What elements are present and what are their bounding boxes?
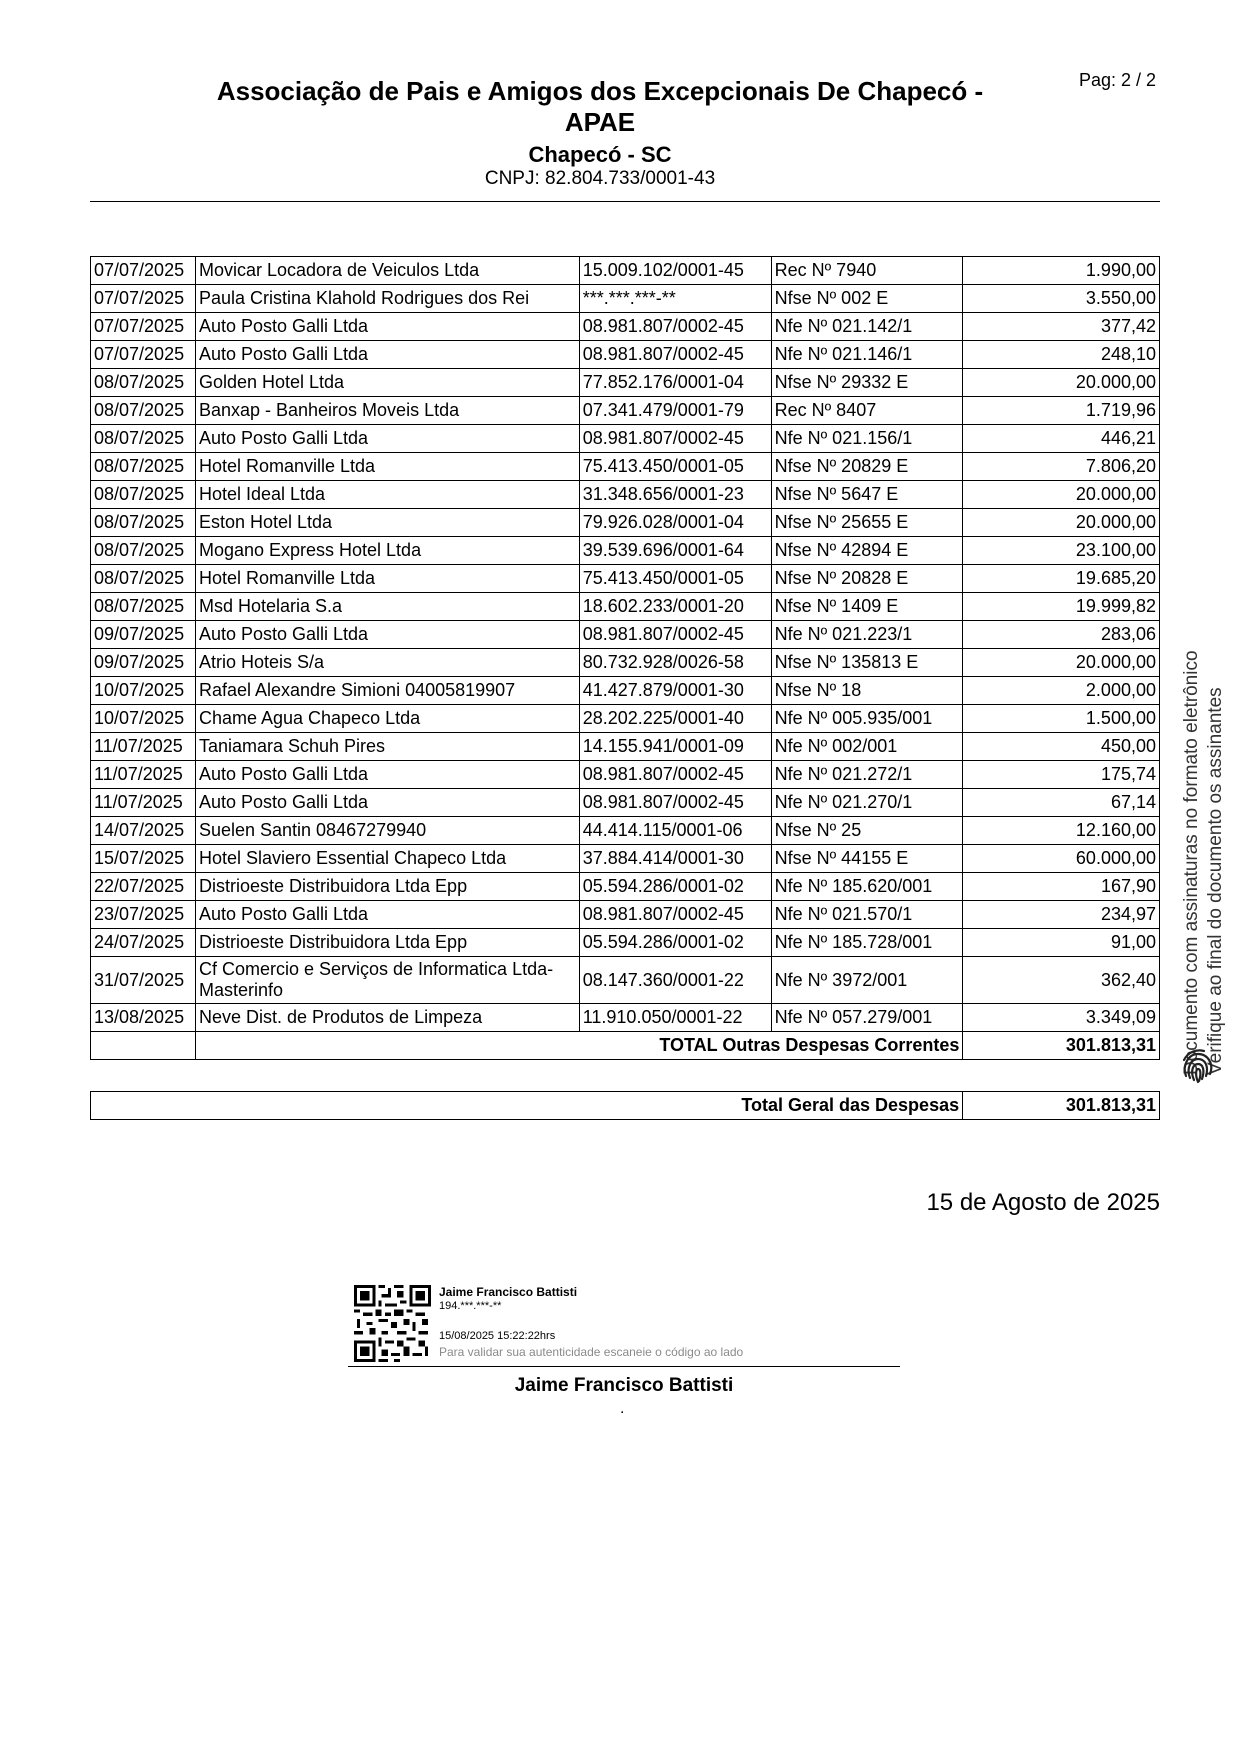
cell-value: 283,06 (963, 621, 1160, 649)
cell-value: 248,10 (963, 341, 1160, 369)
cell-supplier: Atrio Hoteis S/a (195, 649, 579, 677)
signer-name-stamp: Jaime Francisco Battisti (439, 1285, 578, 1299)
cell-supplier: Auto Posto Galli Ltda (195, 761, 579, 789)
cell-document: Nfe Nº 021.570/1 (771, 901, 963, 929)
cell-supplier: Taniamara Schuh Pires (195, 733, 579, 761)
cell-value: 20.000,00 (963, 369, 1160, 397)
cell-supplier: Cf Comercio e Serviços de Informatica Ltda-Masterinfo (195, 957, 579, 1004)
table-row (91, 1004, 1160, 1032)
cell-supplier: Auto Posto Galli Ltda (195, 425, 579, 453)
cell-document: Rec Nº 8407 (771, 397, 963, 425)
cell-document: Nfe Nº 021.223/1 (771, 621, 963, 649)
table-row (91, 565, 1160, 593)
cell-date: 08/07/2025 (91, 369, 196, 397)
cell-document: Nfe Nº 185.728/001 (771, 929, 963, 957)
cell-date: 07/07/2025 (91, 285, 196, 313)
cell-date: 10/07/2025 (91, 705, 196, 733)
cell-date: 14/07/2025 (91, 817, 196, 845)
cell-document: Nfe Nº 021.142/1 (771, 313, 963, 341)
cell-document: Nfe Nº 021.272/1 (771, 761, 963, 789)
cell-supplier: Golden Hotel Ltda (195, 369, 579, 397)
cell-date: 07/07/2025 (91, 341, 196, 369)
cell-cnpj-cpf: 28.202.225/0001-40 (579, 705, 771, 733)
signer-cpf: 194.***.***-** (439, 1300, 502, 1312)
table-row (91, 901, 1160, 929)
cell-value: 3.349,09 (963, 1004, 1160, 1032)
cell-value: 19.685,20 (963, 565, 1160, 593)
total-blank (91, 1032, 196, 1060)
cell-document: Nfse Nº 002 E (771, 285, 963, 313)
table-row (91, 733, 1160, 761)
table-row (91, 845, 1160, 873)
cell-cnpj-cpf: 77.852.176/0001-04 (579, 369, 771, 397)
cell-supplier: Eston Hotel Ltda (195, 509, 579, 537)
cell-supplier: Hotel Slaviero Essential Chapeco Ltda (195, 845, 579, 873)
table-row (91, 761, 1160, 789)
qr-code-icon (354, 1285, 431, 1362)
cell-date: 08/07/2025 (91, 481, 196, 509)
fingerprint-icon (1178, 1046, 1218, 1086)
cell-supplier: Chame Agua Chapeco Ltda (195, 705, 579, 733)
cell-document: Rec Nº 7940 (771, 257, 963, 285)
cell-cnpj-cpf: 08.981.807/0002-45 (579, 313, 771, 341)
cell-document: Nfse Nº 20829 E (771, 453, 963, 481)
organization-name (170, 76, 1030, 138)
grand-total-label: Total Geral das Despesas (91, 1092, 963, 1120)
cell-supplier: Auto Posto Galli Ltda (195, 901, 579, 929)
grand-total-value: 301.813,31 (963, 1092, 1160, 1120)
cell-cnpj-cpf: ***.***.***-** (579, 285, 771, 313)
table-row (91, 817, 1160, 845)
total-row (91, 1032, 1160, 1060)
cell-document: Nfse Nº 5647 E (771, 481, 963, 509)
org-name-line1: Associação de Pais e Amigos dos Excepcionais De Chapecó - (216, 76, 984, 106)
cell-value: 1.719,96 (963, 397, 1160, 425)
cell-cnpj-cpf: 07.341.479/0001-79 (579, 397, 771, 425)
table-row (91, 957, 1160, 1004)
cell-cnpj-cpf: 37.884.414/0001-30 (579, 845, 771, 873)
notice-line2: Verifique ao final do documento os assinantes (1205, 687, 1226, 1075)
city-state: Chapecó - SC (528, 142, 672, 167)
table-row (91, 873, 1160, 901)
cell-supplier: Auto Posto Galli Ltda (195, 341, 579, 369)
cell-document: Nfse Nº 42894 E (771, 537, 963, 565)
cell-value: 20.000,00 (963, 481, 1160, 509)
cell-cnpj-cpf: 08.147.360/0001-22 (579, 957, 771, 1004)
table-row (91, 677, 1160, 705)
table-row (91, 593, 1160, 621)
cell-value: 446,21 (963, 425, 1160, 453)
cell-date: 15/07/2025 (91, 845, 196, 873)
cell-supplier: Paula Cristina Klahold Rodrigues dos Rei (195, 285, 579, 313)
page-number: Pag: 2 / 2 (1079, 70, 1157, 90)
cell-value: 234,97 (963, 901, 1160, 929)
cell-date: 11/07/2025 (91, 789, 196, 817)
cell-date: 24/07/2025 (91, 929, 196, 957)
cell-value: 12.160,00 (963, 817, 1160, 845)
cell-supplier: Distrioeste Distribuidora Ltda Epp (195, 873, 579, 901)
cell-date: 10/07/2025 (91, 677, 196, 705)
cell-document: Nfse Nº 25 (771, 817, 963, 845)
cell-cnpj-cpf: 08.981.807/0002-45 (579, 425, 771, 453)
grand-total-row (91, 1092, 1160, 1120)
signature-timestamp: 15/08/2025 15:22:22hrs (439, 1330, 556, 1342)
cell-supplier: Mogano Express Hotel Ltda (195, 537, 579, 565)
cell-document: Nfse Nº 1409 E (771, 593, 963, 621)
cell-date: 11/07/2025 (91, 733, 196, 761)
cell-document: Nfse Nº 20828 E (771, 565, 963, 593)
grand-total-table (90, 1091, 1160, 1120)
cell-value: 20.000,00 (963, 509, 1160, 537)
cell-supplier: Movicar Locadora de Veiculos Ltda (195, 257, 579, 285)
table-row (91, 397, 1160, 425)
cell-cnpj-cpf: 08.981.807/0002-45 (579, 341, 771, 369)
cell-date: 08/07/2025 (91, 537, 196, 565)
table-row (91, 369, 1160, 397)
cell-date: 09/07/2025 (91, 649, 196, 677)
cell-document: Nfse Nº 135813 E (771, 649, 963, 677)
signer-role-placeholder: . (620, 1400, 625, 1417)
cell-supplier: Neve Dist. de Produtos de Limpeza (195, 1004, 579, 1032)
table-row (91, 341, 1160, 369)
validation-note: Para validar sua autenticidade escaneie o código ao lado (439, 1345, 744, 1359)
cell-document: Nfe Nº 021.156/1 (771, 425, 963, 453)
cell-cnpj-cpf: 08.981.807/0002-45 (579, 621, 771, 649)
cell-date: 31/07/2025 (91, 957, 196, 1004)
document-date: 15 de Agosto de 2025 (926, 1189, 1160, 1216)
table-row (91, 313, 1160, 341)
cell-value: 1.500,00 (963, 705, 1160, 733)
cell-cnpj-cpf: 18.602.233/0001-20 (579, 593, 771, 621)
cell-cnpj-cpf: 05.594.286/0001-02 (579, 929, 771, 957)
cell-supplier: Auto Posto Galli Ltda (195, 313, 579, 341)
cell-supplier: Hotel Romanville Ltda (195, 565, 579, 593)
cell-cnpj-cpf: 41.427.879/0001-30 (579, 677, 771, 705)
cell-document: Nfe Nº 021.146/1 (771, 341, 963, 369)
cell-value: 1.990,00 (963, 257, 1160, 285)
cell-date: 22/07/2025 (91, 873, 196, 901)
cell-cnpj-cpf: 80.732.928/0026-58 (579, 649, 771, 677)
cell-cnpj-cpf: 08.981.807/0002-45 (579, 901, 771, 929)
cell-document: Nfe Nº 185.620/001 (771, 873, 963, 901)
cnpj: CNPJ: 82.804.733/0001-43 (484, 168, 716, 189)
cell-cnpj-cpf: 75.413.450/0001-05 (579, 565, 771, 593)
signer-name: Jaime Francisco Battisti (514, 1375, 734, 1396)
cell-value: 7.806,20 (963, 453, 1160, 481)
expenses-table (90, 256, 1160, 1060)
cell-supplier: Rafael Alexandre Simioni 04005819907 (195, 677, 579, 705)
cell-document: Nfe Nº 057.279/001 (771, 1004, 963, 1032)
cell-date: 08/07/2025 (91, 509, 196, 537)
cell-date: 08/07/2025 (91, 425, 196, 453)
table-row (91, 649, 1160, 677)
cell-date: 07/07/2025 (91, 257, 196, 285)
cell-value: 23.100,00 (963, 537, 1160, 565)
cell-date: 08/07/2025 (91, 397, 196, 425)
total-label: TOTAL Outras Despesas Correntes (195, 1032, 963, 1060)
cell-cnpj-cpf: 39.539.696/0001-64 (579, 537, 771, 565)
cell-document: Nfe Nº 021.270/1 (771, 789, 963, 817)
cell-supplier: Auto Posto Galli Ltda (195, 789, 579, 817)
cell-value: 377,42 (963, 313, 1160, 341)
total-value: 301.813,31 (963, 1032, 1160, 1060)
cell-date: 09/07/2025 (91, 621, 196, 649)
notice-line1: Documento com assinaturas no formato eletrônico (1181, 650, 1202, 1075)
expenses-table-body (91, 257, 1160, 1032)
cell-supplier: Distrioeste Distribuidora Ltda Epp (195, 929, 579, 957)
table-row (91, 509, 1160, 537)
cell-cnpj-cpf: 08.981.807/0002-45 (579, 761, 771, 789)
electronic-signature-notice (1180, 595, 1240, 1075)
cell-date: 08/07/2025 (91, 593, 196, 621)
table-row (91, 425, 1160, 453)
cell-document: Nfse Nº 29332 E (771, 369, 963, 397)
cell-supplier: Hotel Romanville Ltda (195, 453, 579, 481)
cell-document: Nfe Nº 005.935/001 (771, 705, 963, 733)
cell-supplier: Auto Posto Galli Ltda (195, 621, 579, 649)
cell-value: 2.000,00 (963, 677, 1160, 705)
cell-value: 175,74 (963, 761, 1160, 789)
cell-date: 13/08/2025 (91, 1004, 196, 1032)
cell-date: 07/07/2025 (91, 313, 196, 341)
table-row (91, 537, 1160, 565)
cell-document: Nfe Nº 3972/001 (771, 957, 963, 1004)
cell-document: Nfse Nº 44155 E (771, 845, 963, 873)
cell-cnpj-cpf: 79.926.028/0001-04 (579, 509, 771, 537)
cell-supplier: Hotel Ideal Ltda (195, 481, 579, 509)
cell-cnpj-cpf: 15.009.102/0001-45 (579, 257, 771, 285)
cell-cnpj-cpf: 11.910.050/0001-22 (579, 1004, 771, 1032)
table-row (91, 705, 1160, 733)
cell-supplier: Msd Hotelaria S.a (195, 593, 579, 621)
org-name-line2: APAE (564, 107, 636, 137)
cell-date: 08/07/2025 (91, 453, 196, 481)
cell-value: 91,00 (963, 929, 1160, 957)
cell-value: 362,40 (963, 957, 1160, 1004)
cell-cnpj-cpf: 75.413.450/0001-05 (579, 453, 771, 481)
cell-document: Nfse Nº 25655 E (771, 509, 963, 537)
cell-date: 11/07/2025 (91, 761, 196, 789)
table-row (91, 621, 1160, 649)
digital-signature-stamp (352, 1283, 897, 1363)
cell-cnpj-cpf: 14.155.941/0001-09 (579, 733, 771, 761)
cell-date: 08/07/2025 (91, 565, 196, 593)
cell-value: 167,90 (963, 873, 1160, 901)
table-row (91, 481, 1160, 509)
cell-supplier: Banxap - Banheiros Moveis Ltda (195, 397, 579, 425)
cell-value: 3.550,00 (963, 285, 1160, 313)
table-row (91, 257, 1160, 285)
cell-value: 60.000,00 (963, 845, 1160, 873)
cell-supplier: Suelen Santin 08467279940 (195, 817, 579, 845)
table-row (91, 285, 1160, 313)
cell-value: 19.999,82 (963, 593, 1160, 621)
cell-document: Nfse Nº 18 (771, 677, 963, 705)
cell-cnpj-cpf: 44.414.115/0001-06 (579, 817, 771, 845)
table-row (91, 789, 1160, 817)
signature-line (348, 1366, 900, 1367)
cell-cnpj-cpf: 31.348.656/0001-23 (579, 481, 771, 509)
table-row (91, 453, 1160, 481)
cell-date: 23/07/2025 (91, 901, 196, 929)
table-row (91, 929, 1160, 957)
header-divider (90, 201, 1160, 202)
cell-value: 67,14 (963, 789, 1160, 817)
cell-document: Nfe Nº 002/001 (771, 733, 963, 761)
cell-cnpj-cpf: 05.594.286/0001-02 (579, 873, 771, 901)
cell-value: 20.000,00 (963, 649, 1160, 677)
cell-value: 450,00 (963, 733, 1160, 761)
cell-cnpj-cpf: 08.981.807/0002-45 (579, 789, 771, 817)
